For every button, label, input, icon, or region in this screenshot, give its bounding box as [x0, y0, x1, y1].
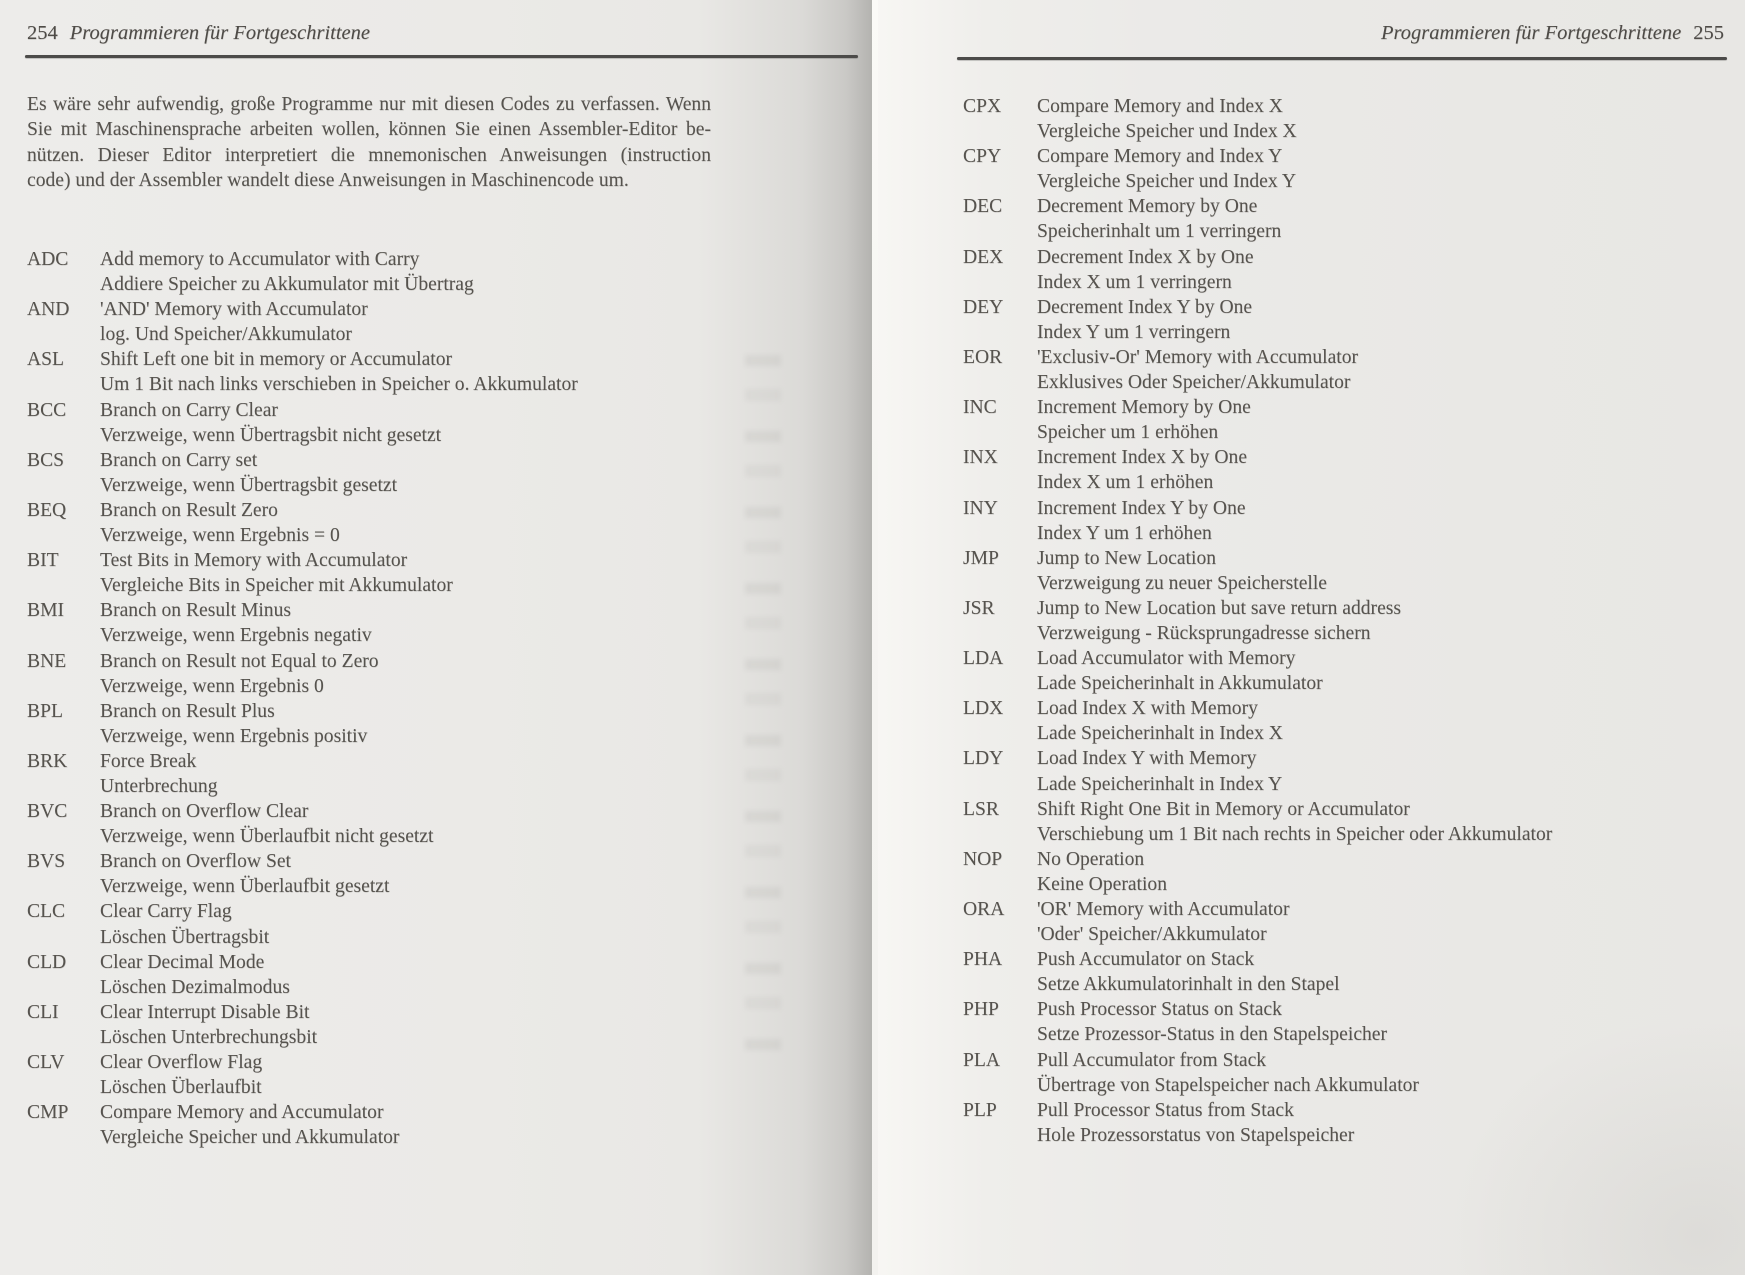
opcode-entry	[963, 746, 1729, 796]
opcode-description-de: Vergleiche Speicher und Index X	[1037, 121, 1297, 143]
opcode-description-en: Load Index X with Memory	[1037, 698, 1258, 720]
opcode-entry	[27, 899, 837, 949]
opcode-description-de: Übertrage von Stapelspeicher nach Akkumulator	[1037, 1074, 1419, 1096]
opcode-description-en: Jump to New Location	[1037, 547, 1217, 569]
opcode-description-en: Test Bits in Memory with Accumulator	[100, 550, 408, 572]
opcode-entry	[963, 646, 1729, 696]
opcode-description-en: Push Accumulator on Stack	[1037, 949, 1255, 971]
opcode-description-en: Branch on Overflow Clear	[100, 801, 309, 823]
opcode-description-de: Verzweigung zu neuer Speicherstelle	[1037, 572, 1327, 594]
opcode-entry	[963, 596, 1729, 646]
opcode-description-en: No Operation	[1037, 848, 1145, 870]
opcode-description-en: Add memory to Accumulator with Carry	[100, 249, 420, 270]
opcode-entry	[963, 445, 1729, 495]
opcode-entry	[963, 696, 1729, 746]
paragraph-line: code) und der Assembler wandelt diese Anweisungen in Maschinencode um.	[27, 169, 629, 191]
opcode-mnemonic: INY	[963, 497, 998, 519]
opcode-mnemonic: CLD	[27, 951, 67, 973]
opcode-description-de: Verzweige, wenn Überlaufbit gesetzt	[100, 876, 390, 898]
opcode-entry	[27, 699, 837, 749]
opcode-description-de: Index Y um 1 erhöhen	[1037, 522, 1212, 544]
opcode-mnemonic: CLI	[27, 1001, 59, 1023]
left-opcode-list	[27, 247, 837, 1150]
opcode-mnemonic: CPY	[963, 146, 1002, 168]
opcode-entry	[27, 849, 837, 899]
opcode-description-de: Addiere Speicher zu Akkumulator mit Übertrag	[100, 274, 474, 296]
opcode-description-de: log. Und Speicher/Akkumulator	[100, 324, 352, 346]
opcode-entry	[27, 297, 837, 347]
opcode-mnemonic: CMP	[27, 1102, 69, 1124]
paragraph-line: Sie mit Maschinensprache arbeiten wollen, können Sie einen Assembler-Editor be-	[27, 119, 711, 141]
opcode-entry	[27, 598, 837, 648]
opcode-mnemonic: BRK	[27, 750, 68, 772]
opcode-mnemonic: BNE	[27, 650, 67, 672]
opcode-description-de: Löschen Dezimalmodus	[100, 976, 290, 998]
opcode-entry	[27, 1100, 837, 1150]
opcode-description-de: Exklusives Oder Speicher/Akkumulator	[1037, 372, 1351, 394]
opcode-description-de: Verzweige, wenn Überlaufbit nicht gesetzt	[100, 826, 434, 848]
opcode-entry	[27, 448, 837, 498]
opcode-description-en: Pull Accumulator from Stack	[1037, 1049, 1267, 1071]
left-page-number: 254	[27, 22, 58, 44]
opcode-description-de: Keine Operation	[1037, 873, 1168, 895]
opcode-description-en: Compare Memory and Index X	[1037, 96, 1283, 117]
opcode-entry	[27, 498, 837, 548]
opcode-entry	[27, 548, 837, 598]
opcode-description-en: Load Accumulator with Memory	[1037, 648, 1296, 670]
opcode-mnemonic: EOR	[963, 346, 1003, 368]
left-header-rule	[25, 55, 858, 58]
opcode-description-de: Vergleiche Speicher und Akkumulator	[100, 1127, 400, 1149]
right-page-number: 255	[1693, 22, 1724, 44]
opcode-description-de: Speicherinhalt um 1 verringern	[1037, 221, 1282, 243]
opcode-description-de: Verzweige, wenn Übertragsbit nicht gesetzt	[100, 424, 442, 446]
opcode-entry	[963, 144, 1729, 194]
opcode-entry	[963, 546, 1729, 596]
opcode-description-de: Unterbrechung	[100, 775, 218, 797]
opcode-description-de: Setze Akkumulatorinhalt in den Stapel	[1037, 974, 1340, 996]
opcode-description-en: Clear Decimal Mode	[100, 951, 265, 973]
opcode-description-de: Hole Prozessorstatus von Stapelspeicher	[1037, 1124, 1355, 1146]
opcode-mnemonic: NOP	[963, 848, 1003, 870]
opcode-entry	[27, 247, 837, 297]
opcode-description-de: Verzweige, wenn Ergebnis positiv	[100, 725, 368, 747]
opcode-description-de: Verzweige, wenn Ergebnis 0	[100, 675, 324, 697]
opcode-entry	[963, 194, 1729, 244]
opcode-entry	[27, 347, 837, 397]
opcode-description-en: Branch on Result Zero	[100, 499, 278, 521]
opcode-mnemonic: ADC	[27, 249, 69, 270]
opcode-description-en: Compare Memory and Index Y	[1037, 146, 1283, 168]
opcode-mnemonic: BVS	[27, 851, 66, 873]
opcode-mnemonic: AND	[27, 299, 70, 321]
opcode-entry	[27, 1050, 837, 1100]
opcode-description-de: Setze Prozessor-Status in den Stapelspeicher	[1037, 1024, 1388, 1046]
opcode-description-de: Speicher um 1 erhöhen	[1037, 422, 1219, 444]
opcode-mnemonic: CPX	[963, 96, 1002, 117]
opcode-description-en: Branch on Result Plus	[100, 700, 275, 722]
paragraph-line: Es wäre sehr aufwendig, große Programme nur mit diesen Codes zu verfassen. Wenn	[27, 94, 711, 115]
left-page	[0, 0, 872, 1275]
opcode-entry	[963, 395, 1729, 445]
opcode-mnemonic: BCS	[27, 449, 65, 471]
opcode-entry	[963, 997, 1729, 1047]
opcode-description-de: Index Y um 1 verringern	[1037, 321, 1231, 343]
opcode-entry	[963, 1098, 1729, 1148]
opcode-entry	[963, 947, 1729, 997]
opcode-entry	[963, 797, 1729, 847]
opcode-entry	[27, 799, 837, 849]
paragraph-line: nützen. Dieser Editor interpretiert die mnemonischen Anweisungen (instruction	[27, 144, 711, 166]
opcode-description-en: Push Processor Status on Stack	[1037, 999, 1282, 1021]
intro-paragraph	[27, 92, 711, 193]
opcode-entry	[963, 245, 1729, 295]
opcode-mnemonic: BEQ	[27, 499, 67, 521]
opcode-description-de: Index X um 1 erhöhen	[1037, 472, 1214, 494]
opcode-description-en: Branch on Overflow Set	[100, 851, 291, 873]
opcode-description-de: Verzweigung - Rücksprungadresse sichern	[1037, 622, 1371, 644]
opcode-mnemonic: BIT	[27, 550, 59, 572]
opcode-description-en: 'Exclusiv-Or' Memory with Accumulator	[1037, 346, 1359, 368]
opcode-description-en: Increment Memory by One	[1037, 397, 1251, 419]
opcode-description-de: Lade Speicherinhalt in Index X	[1037, 723, 1283, 745]
opcode-description-de: Verzweige, wenn Ergebnis negativ	[100, 625, 372, 647]
opcode-entry	[27, 649, 837, 699]
opcode-description-de: Lade Speicherinhalt in Index Y	[1037, 773, 1283, 795]
opcode-description-en: Shift Left one bit in memory or Accumulator	[100, 349, 453, 371]
opcode-entry	[27, 398, 837, 448]
opcode-description-de: Löschen Unterbrechungsbit	[100, 1026, 318, 1048]
opcode-description-en: Branch on Carry Clear	[100, 399, 278, 421]
right-opcode-list	[963, 94, 1729, 1148]
opcode-mnemonic: PHP	[963, 999, 999, 1021]
opcode-mnemonic: CLV	[27, 1052, 65, 1073]
opcode-mnemonic: JSR	[963, 597, 995, 619]
opcode-mnemonic: BVC	[27, 801, 68, 823]
opcode-description-en: 'AND' Memory with Accumulator	[100, 299, 368, 321]
opcode-entry	[963, 897, 1729, 947]
opcode-description-en: Decrement Index X by One	[1037, 246, 1254, 268]
opcode-entry	[27, 749, 837, 799]
opcode-mnemonic: ASL	[27, 349, 65, 371]
opcode-description-de: Verschiebung um 1 Bit nach rechts in Speicher oder Akkumulator	[1037, 823, 1553, 845]
opcode-entry	[963, 1048, 1729, 1098]
opcode-mnemonic: JMP	[963, 547, 999, 569]
opcode-mnemonic: PHA	[963, 949, 1003, 971]
opcode-description-de: Verzweige, wenn Ergebnis = 0	[100, 525, 340, 547]
opcode-description-de: Löschen Überlaufbit	[100, 1077, 262, 1099]
opcode-description-de: Löschen Übertragsbit	[100, 926, 270, 948]
opcode-description-en: Jump to New Location but save return address	[1037, 597, 1402, 619]
opcode-description-de: Lade Speicherinhalt in Akkumulator	[1037, 673, 1323, 695]
opcode-mnemonic: LDA	[963, 648, 1004, 670]
opcode-mnemonic: CLC	[27, 901, 66, 923]
opcode-description-en: Load Index Y with Memory	[1037, 748, 1257, 770]
opcode-mnemonic: LSR	[963, 798, 999, 820]
opcode-description-en: Branch on Carry set	[100, 449, 258, 471]
opcode-description-de: 'Oder' Speicher/Akkumulator	[1037, 924, 1267, 946]
opcode-description-en: Decrement Memory by One	[1037, 196, 1258, 218]
opcode-description-de: Um 1 Bit nach links verschieben in Speicher o. Akkumulator	[100, 374, 578, 396]
opcode-mnemonic: BPL	[27, 700, 63, 722]
opcode-mnemonic: INX	[963, 447, 998, 469]
opcode-entry	[963, 847, 1729, 897]
opcode-description-en: Clear Interrupt Disable Bit	[100, 1001, 310, 1023]
opcode-mnemonic: ORA	[963, 899, 1005, 920]
opcode-entry	[27, 1000, 837, 1050]
opcode-mnemonic: DEX	[963, 246, 1004, 268]
right-running-title: Programmieren für Fortgeschrittene	[1381, 22, 1682, 44]
opcode-description-de: Vergleiche Speicher und Index Y	[1037, 171, 1296, 193]
opcode-mnemonic: PLA	[963, 1049, 1001, 1071]
opcode-description-en: Force Break	[100, 750, 197, 772]
opcode-description-de: Index X um 1 verringern	[1037, 271, 1232, 293]
opcode-mnemonic: DEY	[963, 296, 1004, 318]
left-running-head	[27, 22, 370, 45]
opcode-entry	[963, 295, 1729, 345]
opcode-mnemonic: LDY	[963, 748, 1004, 770]
opcode-mnemonic: LDX	[963, 698, 1004, 720]
opcode-entry	[963, 345, 1729, 395]
opcode-description-en: Decrement Index Y by One	[1037, 296, 1253, 318]
opcode-description-en: Compare Memory and Accumulator	[100, 1102, 384, 1124]
opcode-description-en: Branch on Result not Equal to Zero	[100, 650, 379, 672]
opcode-description-de: Verzweige, wenn Übertragsbit gesetzt	[100, 474, 398, 496]
opcode-description-en: Increment Index Y by One	[1037, 497, 1246, 519]
opcode-description-en: 'OR' Memory with Accumulator	[1037, 899, 1290, 920]
left-running-title: Programmieren für Fortgeschrittene	[69, 22, 370, 44]
opcode-description-en: Increment Index X by One	[1037, 447, 1248, 469]
opcode-entry	[963, 94, 1729, 144]
opcode-description-en: Clear Overflow Flag	[100, 1052, 263, 1073]
opcode-entry	[963, 496, 1729, 546]
right-running-head	[1381, 22, 1724, 45]
right-page	[872, 0, 1745, 1275]
opcode-entry	[27, 950, 837, 1000]
opcode-description-de: Vergleiche Bits in Speicher mit Akkumulator	[100, 575, 453, 597]
right-header-rule	[957, 57, 1727, 60]
opcode-mnemonic: BMI	[27, 600, 65, 622]
opcode-description-en: Pull Processor Status from Stack	[1037, 1099, 1294, 1121]
opcode-mnemonic: DEC	[963, 196, 1003, 218]
opcode-mnemonic: INC	[963, 397, 997, 419]
opcode-description-en: Branch on Result Minus	[100, 600, 292, 622]
opcode-mnemonic: PLP	[963, 1099, 997, 1121]
opcode-description-en: Shift Right One Bit in Memory or Accumulator	[1037, 798, 1410, 820]
opcode-mnemonic: BCC	[27, 399, 67, 421]
opcode-description-en: Clear Carry Flag	[100, 901, 232, 923]
